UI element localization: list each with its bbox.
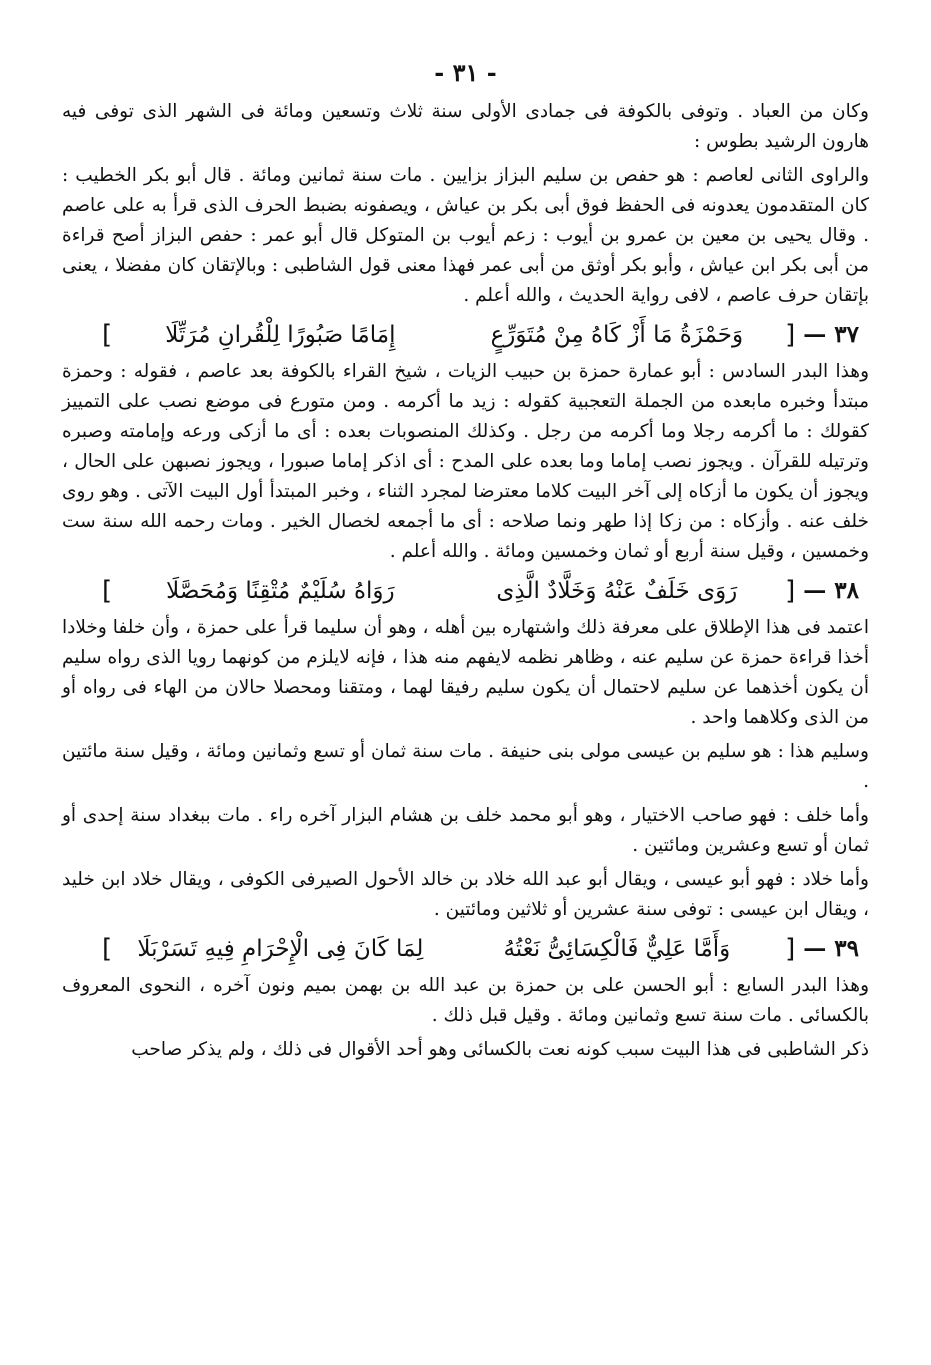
close-bracket: ]	[101, 576, 113, 606]
verse-line	[102, 317, 859, 353]
verse-second-hemistich: لِمَا كَانَ فِى الْإِحْرَامِ فِيهِ تَسَرْبَلَا	[137, 936, 424, 962]
verse-first-hemistich: وَأَمَّا عَلِيٌّ فَالْكِسَائِىُّ نَعْتُهُ	[503, 936, 731, 962]
verse-first-hemistich: رَوَى خَلَفٌ عَنْهُ وَخَلَّادٌ الَّذِى	[496, 578, 738, 604]
close-bracket: ]	[101, 320, 113, 350]
verse-line	[102, 573, 859, 609]
verse-second-hemistich: رَوَاهُ سُلَيْمٌ مُتْقِنًا وَمُحَصَّلَا	[166, 578, 395, 604]
close-bracket: ]	[101, 934, 113, 964]
verse-number: ٣٨ —	[803, 577, 859, 604]
open-bracket: [	[785, 934, 796, 964]
paragraph: ذكر الشاطبى فى هذا البيت سبب كونه نعت بالكسائى وهو أحد الأقوال فى ذلك ، ولم يذكر صاحب	[131, 1039, 869, 1060]
verse-number: ٣٧ —	[803, 321, 859, 348]
paragraph: وأما خلف : فهو صاحب الاختيار ، وهو أبو محمد خلف بن هشام البزار آخره راء . مات ببغداد سنة إحدى أو ثمان أو تسع وعشرين ومائتين .	[62, 805, 869, 856]
verse-number: ٣٩ —	[803, 935, 859, 962]
open-bracket: [	[785, 320, 796, 350]
page-body	[62, 97, 869, 1065]
page-number: - ٣١ -	[434, 58, 497, 87]
verse-second-hemistich: إِمَامًا صَبُورًا لِلْقُرانِ مُرَتِّلَا	[165, 322, 396, 348]
verse-line	[102, 931, 859, 967]
paragraph: اعتمد فى هذا الإطلاق على معرفة ذلك واشتهاره بين أهله ، وهو أن سليما قرأ على حمزة ، وأن خلفا وخلادا أخذا قراءة حمزة عن سليم عنه ، وظاهر نظمه لايفهم منه هذا ، فإنه لايلزم من كونهما رويا الذى رواه سليم أن يكون أخذهما عن سليم لاحتمال أن يكون سليم رفيقا لهما ، ومتقنا ومحصلا حالان من الهاء فى رواه أو من الذى وكلاهما واحد .	[62, 617, 869, 728]
paragraph: وأما خلاد : فهو أبو عيسى ، ويقال أبو عبد الله خلاد بن خالد الأحول الصيرفى الكوفى ، ويقال خلاد ابن خليد ، ويقال ابن عيسى : توفى سنة عشرين أو ثلاثين ومائتين .	[62, 869, 869, 920]
paragraph: وكان من العباد . وتوفى بالكوفة فى جمادى الأولى سنة ثلاث وتسعين ومائة فى الشهر الذى توفى فيه هارون الرشيد بطوس :	[62, 101, 869, 152]
verse-first-hemistich: وَحَمْزَةُ مَا أَزْ كَاهُ مِنْ مُتَوَرِّعٍ	[490, 322, 744, 348]
paragraph: والراوى الثانى لعاصم : هو حفص بن سليم البزاز بزايين . مات سنة ثمانين ومائة . قال أبو بكر الخطيب : كان المتقدمون يعدونه فى الحفظ فوق أبى بكر بن عياش ، ويصفونه بضبط الحرف الذى قرأ به على عاصم . وقال يحيى بن معين بن عمرو بن أيوب : زعم أيوب بن المتوكل قال أبو عمر : حفص البزاز أصح قراءة من أبى بكر ابن عياش ، وأبو بكر أوثق من أبى عمر فهذا معنى قول الشاطبى : وبالإتقان كان مفضلا ، يعنى بإتقان حرف عاصم ، لافى رواية الحديث ، والله أعلم .	[62, 165, 869, 306]
paragraph: وهذا البدر السابع : أبو الحسن على بن حمزة بن عبد الله بن بهمن بميم ونون آخره ، النحوى المعروف بالكسائى . مات سنة تسع وثمانين ومائة . وقيل قبل ذلك .	[62, 975, 869, 1026]
open-bracket: [	[785, 576, 796, 606]
paragraph: وهذا البدر السادس : أبو عمارة حمزة بن حبيب الزيات ، شيخ القراء بالكوفة بعد عاصم ، فقوله : وحمزة مبتدأ وخبره مابعده من الجملة التعجبية كقوله : زيد ما أكرمه . ومن متورع فى موضع نصب على التمييز كقولك : ما أكرمه رجلا وما أكرمه من رجل . وكذلك المنصوبات بعده : أى ما أزكى ورعه وإمامته وصبره وترتيله للقرآن . ويجوز نصب إماما وما بعده على المدح : أى اذكر إماما صبورا ، ويجوز نصبهن على الحال ، ويجوز أن يكون ما أزكاه إلى آخر البيت كلاما معترضا لمجرد الثناء ، وخبر المبتدأ أول البيت الآتى . وهو روى خلف عنه . وأزكاه : من زكا إذا طهر ونما صلاحه : أى ما أجمعه لخصال الخير . ومات رحمه الله سنة ست وخمسين ، وقيل سنة أربع أو ثمان وخمسين ومائة . والله أعلم .	[62, 361, 869, 562]
paragraph: وسليم هذا : هو سليم بن عيسى مولى بنى حنيفة . مات سنة ثمان أو تسع وثمانين ومائة ، وقيل سنة مائتين .	[62, 741, 869, 792]
